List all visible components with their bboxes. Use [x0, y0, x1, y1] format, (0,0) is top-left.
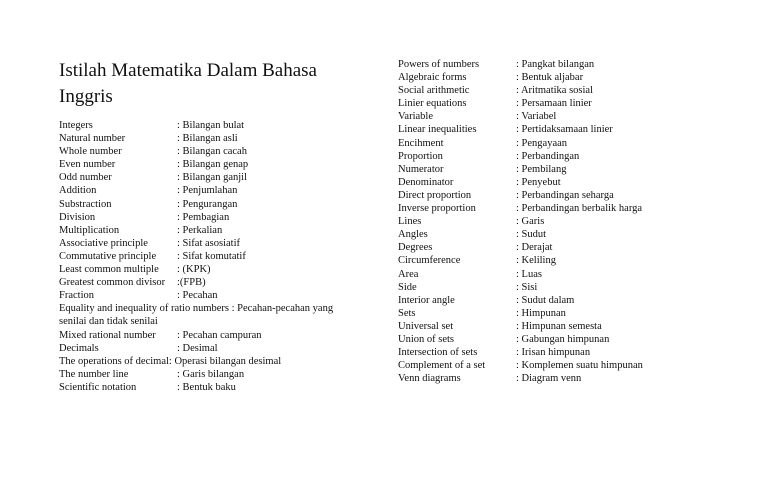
- glossary-term: Numerator: [398, 163, 444, 175]
- glossary-term: Interior angle: [398, 294, 455, 306]
- glossary-term: Multiplication: [59, 224, 120, 236]
- glossary-term: Union of sets: [398, 333, 454, 345]
- glossary-entry: [59, 250, 379, 263]
- glossary-entry: [59, 263, 379, 276]
- glossary-term: The number line: [59, 368, 129, 380]
- glossary-term: Natural number: [59, 133, 126, 145]
- glossary-meaning: : Himpunan: [516, 307, 566, 319]
- glossary-term: Universal set: [398, 320, 454, 332]
- glossary-meaning: : Bilangan asli: [177, 133, 238, 145]
- glossary-term: Lines: [398, 216, 422, 228]
- glossary-meaning: : Desimal: [177, 342, 218, 354]
- glossary-meaning: : Pengurangan: [177, 198, 238, 210]
- glossary-term: Variable: [398, 111, 433, 123]
- glossary-entry: [398, 137, 728, 150]
- glossary-term: Mixed rational number: [59, 329, 156, 341]
- glossary-entry: [59, 158, 379, 171]
- glossary-entry: [398, 123, 728, 136]
- glossary-term: Division: [59, 211, 96, 223]
- glossary-term: Greatest common divisor: [59, 277, 166, 289]
- glossary-term: Social arithmetic: [398, 85, 470, 97]
- glossary-meaning: : Pecahan campuran: [177, 329, 262, 341]
- glossary-meaning: : Bilangan bulat: [177, 120, 245, 131]
- glossary-entry: [59, 132, 379, 145]
- glossary-meaning: : Variabel: [516, 111, 557, 123]
- glossary-term: Equality and inequality of ratio numbers: [59, 303, 229, 315]
- glossary-term: Commutative principle: [59, 250, 157, 262]
- glossary-entry: [59, 276, 379, 289]
- glossary-term: Inverse proportion: [398, 203, 476, 215]
- glossary-meaning: :(FPB): [177, 277, 206, 289]
- glossary-meaning: : Pengayaan: [516, 137, 568, 149]
- glossary-entry: [59, 289, 379, 302]
- glossary-entry: [398, 84, 728, 97]
- glossary-meaning: : Pembagian: [177, 211, 230, 223]
- glossary-meaning: : Sisi: [516, 281, 538, 293]
- glossary-term: Encihment: [398, 137, 444, 149]
- glossary-entry: [398, 307, 728, 320]
- page-title: Istilah Matematika Dalam Bahasa Inggris: [59, 60, 317, 107]
- glossary-meaning: : Bentuk baku: [177, 381, 236, 393]
- glossary-entry: [59, 355, 379, 368]
- glossary-meaning: : Pertidaksamaan linier: [516, 124, 613, 136]
- glossary-entry: [398, 281, 728, 294]
- glossary-entry: [398, 333, 728, 346]
- glossary-meaning: : Perbandingan berbalik harga: [516, 203, 643, 215]
- glossary-meaning: : Pecahan: [177, 290, 218, 302]
- glossary-meaning: : Garis bilangan: [177, 368, 245, 380]
- glossary-term: Least common multiple: [59, 264, 159, 276]
- glossary-meaning: : Sudut dalam: [516, 294, 575, 306]
- glossary-term: The operations of decimal: [59, 355, 169, 367]
- right-glossary-column: [398, 58, 728, 385]
- glossary-entry: [398, 97, 728, 110]
- glossary-meaning: : Perbandingan seharga: [516, 189, 614, 201]
- glossary-meaning: : Komplemen suatu himpunan: [516, 360, 643, 372]
- glossary-meaning: : Bentuk aljabar: [516, 72, 584, 84]
- glossary-term: Substraction: [59, 198, 112, 210]
- glossary-term: Intersection of sets: [398, 347, 478, 359]
- glossary-meaning: : Pecahan-pecahan yang senilai dan tidak senilai: [59, 303, 334, 328]
- glossary-entry: [59, 145, 379, 158]
- glossary-entry: [398, 268, 728, 281]
- glossary-term: Sets: [398, 307, 416, 319]
- glossary-entry: [59, 237, 379, 250]
- glossary-meaning: : Pembilang: [516, 163, 567, 175]
- glossary-meaning: : (KPK): [177, 264, 211, 276]
- glossary-term: Fraction: [59, 290, 94, 302]
- glossary-meaning: : Aritmatika sosial: [516, 85, 593, 97]
- glossary-entry: [59, 329, 379, 342]
- glossary-term: Integers: [59, 120, 93, 131]
- glossary-entry: [398, 71, 728, 84]
- glossary-term: Circumference: [398, 255, 461, 267]
- glossary-meaning: : Pangkat bilangan: [516, 59, 595, 70]
- glossary-term: Whole number: [59, 146, 122, 158]
- glossary-entry: [398, 254, 728, 267]
- glossary-meaning: : Sifat komutatif: [177, 250, 246, 262]
- glossary-term: Angles: [398, 229, 428, 241]
- glossary-entry: [398, 150, 728, 163]
- glossary-term: Denominator: [398, 176, 454, 188]
- glossary-meaning: : Diagram venn: [516, 373, 582, 385]
- glossary-term: Even number: [59, 159, 116, 171]
- glossary-entry: [398, 228, 728, 241]
- glossary-entry: [59, 302, 379, 328]
- glossary-entry: [59, 198, 379, 211]
- glossary-term: Scientific notation: [59, 381, 137, 393]
- glossary-meaning: : Perbandingan: [516, 150, 580, 162]
- glossary-entry: [59, 368, 379, 381]
- glossary-entry: [59, 171, 379, 184]
- glossary-entry: [398, 346, 728, 359]
- glossary-meaning: : Sifat asosiatif: [177, 237, 240, 249]
- glossary-entry: [398, 359, 728, 372]
- glossary-meaning: : Bilangan ganjil: [177, 172, 247, 184]
- glossary-wrap-line: [59, 302, 359, 328]
- glossary-entry: [59, 342, 379, 355]
- glossary-term: Linier equations: [398, 98, 467, 110]
- glossary-meaning: : Irisan himpunan: [516, 347, 591, 359]
- glossary-meaning: : Penjumlahan: [177, 185, 238, 197]
- glossary-entry: [398, 189, 728, 202]
- glossary-entry: [59, 184, 379, 197]
- glossary-term: Linear inequalities: [398, 124, 477, 136]
- glossary-meaning: : Bilangan cacah: [177, 146, 247, 158]
- glossary-entry: [398, 58, 728, 71]
- glossary-entry: [59, 119, 379, 132]
- glossary-entry: [398, 110, 728, 123]
- glossary-meaning: : Luas: [516, 268, 542, 280]
- glossary-term: Side: [398, 281, 417, 293]
- glossary-entry: [398, 241, 728, 254]
- glossary-meaning: : Persamaan linier: [516, 98, 592, 110]
- glossary-entry: [59, 381, 379, 394]
- glossary-meaning: : Perkalian: [177, 224, 223, 236]
- glossary-entry: [398, 372, 728, 385]
- glossary-term: Powers of numbers: [398, 59, 480, 70]
- glossary-entry: [398, 320, 728, 333]
- glossary-meaning: : Operasi bilangan desimal: [168, 355, 282, 367]
- glossary-entry: [59, 211, 379, 224]
- glossary-term: Direct proportion: [398, 189, 472, 201]
- glossary-term: Proportion: [398, 150, 443, 162]
- glossary-entry: [59, 224, 379, 237]
- glossary-term: Area: [398, 268, 419, 280]
- glossary-term: Degrees: [398, 242, 433, 254]
- glossary-meaning: : Bilangan genap: [177, 159, 249, 171]
- glossary-term: Algebraic forms: [398, 72, 467, 84]
- glossary-entry: [398, 176, 728, 189]
- glossary-entry: [398, 294, 728, 307]
- glossary-entry: [398, 202, 728, 215]
- glossary-term: Decimals: [59, 342, 99, 354]
- glossary-term: Associative principle: [59, 237, 148, 249]
- glossary-term: Odd number: [59, 172, 112, 184]
- glossary-meaning: : Derajat: [516, 242, 553, 254]
- glossary-meaning: : Gabungan himpunan: [516, 333, 610, 345]
- glossary-term: Addition: [59, 185, 97, 197]
- glossary-meaning: : Penyebut: [516, 176, 561, 188]
- glossary-meaning: : Keliling: [516, 255, 556, 267]
- glossary-entry: [398, 215, 728, 228]
- glossary-meaning: : Himpunan semesta: [516, 320, 602, 332]
- glossary-meaning: : Sudut: [516, 229, 547, 241]
- glossary-meaning: : Garis: [516, 216, 545, 228]
- glossary-entry: [398, 163, 728, 176]
- glossary-term: Venn diagrams: [398, 373, 461, 385]
- glossary-term: Complement of a set: [398, 360, 486, 372]
- left-glossary-column: [59, 119, 379, 394]
